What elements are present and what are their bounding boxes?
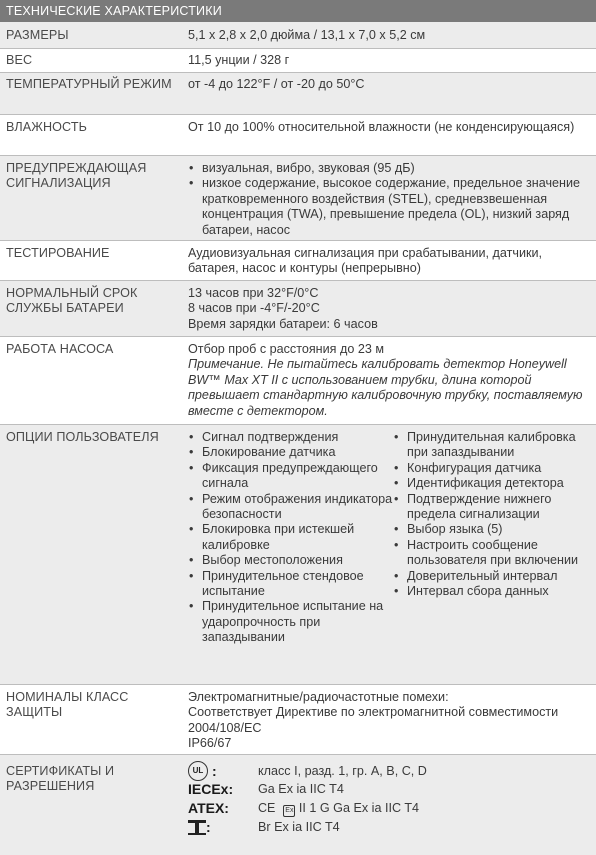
row-ratings — [0, 685, 596, 755]
cert-inmetro — [188, 818, 590, 837]
row-label: НОРМАЛЬНЫЙ СРОК СЛУЖБЫ БАТАРЕИ — [6, 286, 138, 315]
row-label: ТЕМПЕРАТУРНЫЙ РЕЖИМ — [6, 77, 172, 91]
row-label: РАЗМЕРЫ — [6, 28, 69, 42]
list-item: • Принудительная калибровка при запаздывании — [393, 430, 590, 461]
list-item: • Интервал сбора данных — [393, 584, 590, 599]
row-alarms — [0, 156, 596, 241]
list-item: • Выбор местоположения — [188, 553, 393, 568]
list-item: • Подтверждение нижнего предела сигнализации — [393, 492, 590, 523]
list-item: • Блокировка при истекшей калибровке — [188, 522, 393, 553]
row-value: от -4 до 122°F / от -20 до 50°C — [188, 77, 365, 91]
row-label: НОМИНАЛЫ КЛАСС ЗАЩИТЫ — [6, 690, 129, 719]
cert-text: Br Ex ia IIC T4 — [258, 820, 340, 835]
row-label: РАБОТА НАСОСА — [6, 342, 114, 356]
row-certs — [0, 755, 596, 855]
cert-text: класс I, разд. 1, гр. A, B, C, D — [258, 763, 427, 778]
row-pump — [0, 337, 596, 425]
options-columns — [188, 430, 590, 646]
options-list-right — [393, 430, 590, 646]
list-item: • Настроить сообщение пользователя при включении — [393, 538, 590, 569]
row-label: СЕРТИФИКАТЫ И РАЗРЕШЕНИЯ — [6, 764, 115, 793]
list-item: • визуальная, вибро, звуковая (95 дБ) — [188, 161, 590, 176]
row-value: 11,5 унции / 328 г — [188, 53, 290, 67]
row-options — [0, 425, 596, 685]
list-item: • Выбор языка (5) — [393, 522, 590, 537]
ratings-line: Соответствует Директиве по электромагнитной совместимости 2004/108/EC — [188, 705, 559, 735]
inmetro-logo-icon — [188, 820, 206, 836]
ul-logo-icon: UL — [188, 761, 208, 781]
row-value: 5,1 x 2,8 x 2,0 дюйма / 13,1 x 7,0 x 5,2 см — [188, 28, 426, 42]
cert-atex — [188, 800, 590, 819]
list-item: • Сигнал подтверждения — [188, 430, 393, 445]
row-label: ВЛАЖНОСТЬ — [6, 120, 87, 134]
list-item: • Принудительное испытание на ударопрочность при запаздывании — [188, 599, 393, 645]
ratings-line: IP66/67 — [188, 736, 232, 751]
cert-mark-text: : — [206, 819, 211, 836]
ratings-line: Электромагнитные/радиочастотные помехи: — [188, 690, 449, 704]
row-value — [182, 755, 596, 855]
row-label: ПРЕДУПРЕЖДАЮЩАЯ СИГНАЛИЗАЦИЯ — [6, 161, 147, 190]
row-testing — [0, 241, 596, 281]
cert-mark-text: : — [212, 762, 217, 779]
row-humidity — [0, 115, 596, 156]
list-item: • Доверительный интервал — [393, 569, 590, 584]
list-item: • Режим отображения индикатора безопасности — [188, 492, 393, 523]
list-item: • низкое содержание, высокое содержание, предельное значение кратковременного воздействия (STEL), средневзвешенная концентрация (TWA), превышение предела (OL), низкий заряд батареи, насос — [188, 176, 590, 238]
spec-header: ТЕХНИЧЕСКИЕ ХАРАКТЕРИСТИКИ — [0, 0, 596, 22]
cert-mark-text: IECEx: — [188, 781, 234, 798]
battery-line: 13 часов при 32°F/0°C — [188, 286, 319, 300]
row-weight — [0, 49, 596, 73]
battery-line: Время зарядки батареи: 6 часов — [188, 316, 378, 331]
ce-mark: CE — [258, 800, 276, 815]
pump-value: Отбор проб с расстояния до 23 м — [188, 342, 384, 356]
options-list-left — [188, 430, 393, 646]
row-value — [182, 337, 596, 424]
pump-note: Примечание. Не пытайтесь калибровать детектор Honeywell BW™ Max XT II с использованием трубки, длина которой превышает стандартную калибровочную трубку, поставляемую вместе с детектором. — [188, 357, 583, 418]
alarms-list — [188, 161, 590, 238]
list-item: • Принудительное стендовое испытание — [188, 569, 393, 600]
row-size — [0, 22, 596, 49]
list-item: • Блокирование датчика — [188, 445, 393, 460]
battery-line: 8 часов при -4°F/-20°C — [188, 301, 320, 316]
list-item: • Фиксация предупреждающего сигнала — [188, 461, 393, 492]
cert-mark-text: ATEX: — [188, 800, 229, 817]
cert-ul — [188, 762, 590, 781]
row-value — [182, 281, 596, 336]
row-value: Аудиовизуальная сигнализация при срабатывании, датчики, батарея, насос и контуры (непрерывно) — [188, 246, 543, 276]
row-value — [182, 425, 596, 684]
cert-text: II 1 G Ga Ex ia IIC T4 — [298, 800, 420, 815]
row-value: От 10 до 100% относительной влажности (не конденсирующаяся) — [188, 120, 575, 134]
ex-hexagon-icon: Ex — [283, 805, 295, 817]
list-item: • Идентификация детектора — [393, 476, 590, 491]
row-battery — [0, 281, 596, 337]
row-label: ВЕС — [6, 53, 33, 67]
cert-text: Ga Ex ia IIC T4 — [258, 782, 344, 797]
row-value — [182, 685, 596, 754]
row-value — [182, 156, 596, 240]
row-temperature — [0, 73, 596, 115]
row-label: ТЕСТИРОВАНИЕ — [6, 246, 110, 260]
cert-iecex — [188, 781, 590, 800]
list-item: • Конфигурация датчика — [393, 461, 590, 476]
row-label: ОПЦИИ ПОЛЬЗОВАТЕЛЯ — [6, 430, 159, 444]
